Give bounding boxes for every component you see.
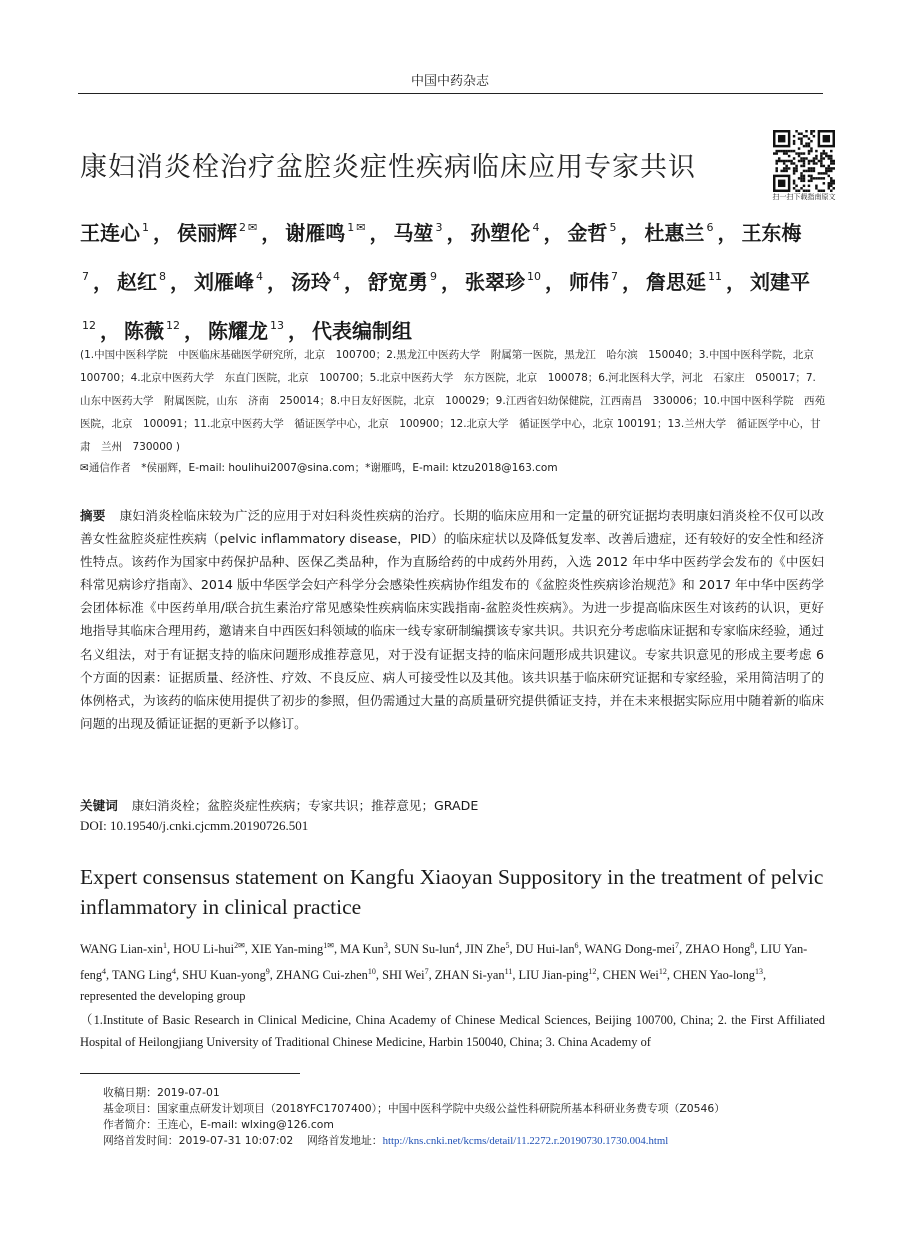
author-affiliation-number: 1 — [323, 941, 328, 950]
author-affiliation-number: 4 — [333, 270, 340, 283]
envelope-icon: ✉ — [356, 221, 366, 234]
author-bio: 作者简介：王连心，E-mail: wlxing@126.com — [103, 1118, 334, 1131]
author-affiliation-number: 2 — [234, 941, 239, 950]
author-affiliation-number: 3 — [383, 941, 388, 950]
author-cn: 刘建平 — [750, 270, 810, 294]
author-affiliation-number: 7 — [675, 941, 680, 950]
qr-code-icon[interactable] — [773, 130, 835, 192]
author-affiliation-number: 6 — [574, 941, 579, 950]
author-affiliation-number: 10 — [527, 270, 541, 283]
author-en: ZHAN Si-yan — [434, 967, 505, 982]
author-affiliation-number: 6 — [706, 221, 714, 234]
author-affiliation-number: 1 — [347, 221, 355, 234]
envelope-icon: ✉ — [248, 221, 258, 234]
author-affiliation-number: 12 — [166, 319, 180, 332]
author-en: CHEN Yao-long — [673, 967, 755, 982]
author-en: DU Hui-lan — [515, 942, 575, 956]
author-affiliation-number: 7 — [424, 966, 429, 976]
online-publication: 网络首发时间：2019-07-31 10:07:02 网络首发地址：http://kns.cnki.net/kcms/detail/11.2272.r.20190730.1730.004.html — [103, 1134, 669, 1147]
author-affiliation-number: 8 — [750, 941, 755, 950]
author-affiliation-number: 4 — [532, 221, 540, 234]
author-cn: 汤玲 — [291, 270, 331, 294]
author-cn: 陈薇 — [124, 319, 164, 343]
author-en: LIU Yan-feng — [80, 942, 808, 982]
received-date: 收稿日期：2019-07-01 — [103, 1086, 220, 1099]
author-list-chinese — [80, 206, 825, 353]
separator: ， — [717, 221, 738, 245]
footnotes — [103, 1085, 825, 1149]
author-cn: 孙塑伦 — [470, 221, 531, 245]
title-english: Expert consensus statement on Kangfu Xiaoyan Suppository in the treatment of pelvic inflammatory in clinical practice — [80, 865, 824, 919]
author-affiliation-number: 10 — [367, 966, 376, 976]
author-affiliation-number: 3 — [435, 221, 443, 234]
author-affiliation-number: 4 — [455, 941, 460, 950]
author-affiliation-number: 7 — [611, 270, 618, 283]
funding: 基金项目：国家重点研发计划项目（2018YFC1707400）；中国中医科学院中央级公益性科研院所基本科研业务费专项（Z0546） — [103, 1102, 726, 1115]
author-en: LIU Jian-ping — [518, 967, 589, 982]
author-affiliation-number: 9 — [265, 966, 270, 976]
separator: ， — [170, 270, 190, 294]
separator: ， — [267, 270, 287, 294]
author-affiliation-number: 2 — [239, 221, 246, 234]
author-en: TANG Ling — [112, 967, 172, 982]
journal-name: 中国中药杂志 — [410, 74, 489, 89]
keywords-text: 康妇消炎栓；盆腔炎症性疾病；专家共识；推荐意见；GRADE — [131, 798, 479, 813]
online-url-link[interactable]: http://kns.cnki.net/kcms/detail/11.2272.r.20190730.1730.004.html — [382, 1135, 669, 1147]
author-affiliation-number: 8 — [159, 270, 166, 283]
author-affiliation-number: 5 — [505, 941, 510, 950]
author-en: HOU Li-hui — [173, 942, 235, 956]
author-cn: 王东梅 — [741, 221, 802, 245]
author-en: JIN Zhe — [465, 942, 506, 956]
separator: ， — [153, 221, 173, 245]
author-cn: 张翠珍 — [465, 270, 525, 294]
envelope-icon: ✉ — [238, 941, 245, 950]
author-en: SHU Kuan-yong — [182, 967, 266, 982]
author-cn: 师伟 — [569, 270, 609, 294]
correspondence-text: 通信作者 *侯丽辉，E-mail: houlihui2007@sina.com；*谢雁鸣，E-mail: ktzu2018@163.com — [88, 462, 558, 474]
abstract-text: 康妇消炎栓临床较为广泛的应用于对妇科炎性疾病的治疗。长期的临床应用和一定量的研究证据均表明康妇消炎栓不仅可以改善女性盆腔炎症性疾病（pelvic inflammatory disease，PID）的临床症状以及降低复发率、改善后遗症，还有较好的安全性和经济性特点。该药作为国家中药保护品种、医保乙类品种，作为直肠给药的中成药外用药，入选 2012 年中华中医药学会发布的《中医妇科常见病诊疗指南》、2014 版中华医学会妇产科学分会感染性疾病协作组发布的《盆腔炎性疾病诊治规范》和 2017 年中华中医药学会团体标准《中医药单用/联合抗生素治疗常见感染性疾病临床实践指南-盆腔炎性疾病》。为进一步提高临床医生对该药的认识，更好地指导其临床合理用药，邀请来自中西医妇科领域的临床一线专家研制编撰该专家共识。共识充分考虑临床证据和专家临床经验，通过名义组法，对于有证据支持的临床问题形成推荐意见，对于没有证据支持的临床问题形成共识建议。专家共识意见的形成主要考虑 6 个方面的因素：证据质量、经济性、疗效、不良反应、病人可接受性以及其他。该共识基于临床研究证据和专家经验，采用简洁明了的体例格式，为该药的临床使用提供了初步的参照，但仍需通过大量的高质量研究提供循证支持，并在未来根据实际应用中随着新的临床问题的出现及循证证据的更新予以修订。 — [80, 508, 825, 731]
author-affiliation-number: 13 — [270, 319, 284, 332]
author-en: MA Kun — [340, 942, 384, 956]
abstract-chinese — [80, 504, 824, 735]
author-affiliation-number: 12 — [658, 966, 667, 976]
author-en: WANG Lian-xin — [80, 942, 163, 956]
author-en: WANG Dong-mei — [584, 942, 676, 956]
author-cn: 杜惠兰 — [644, 221, 705, 245]
keywords-label: 关键词 — [80, 798, 118, 813]
author-affiliation-number: 13 — [755, 966, 763, 976]
separator: ， — [344, 270, 364, 294]
author-list-english: WANG Lian-xin$^1$, HOU Li-hui$^{2✉}$, XIE Yan-ming$^{1✉}$, MA Kun$^3$, SUN Su-lun$^4$, JIN Zhe$^5$, DU Hui-lan$^6$, WANG Dong-mei$^7$, ZHAO Hong$^8$, LIU Yan-feng$^4$, TANG Ling$^4$, SHU Kuan-yong$^9$, ZHANG Cui-zhen$^{10}$, SHI Wei$^7$, ZHAN Si-yan$^{11}$, LIU Jian-ping$^{12}$, CHEN Wei$^{12}$, CHEN Yao-long$^{13}$, represented the developing group — [80, 941, 808, 1003]
separator: ， — [622, 270, 642, 294]
abstract-label: 摘要 — [80, 508, 106, 523]
separator: ， — [446, 221, 467, 245]
author-affiliation-number: 4 — [102, 966, 107, 976]
author-cn: 陈耀龙 — [208, 319, 268, 343]
author-en: SHI Wei — [382, 967, 425, 982]
author-affiliation-number: 7 — [82, 270, 89, 283]
author-en: ZHANG Cui-zhen — [275, 967, 368, 982]
author-affiliation-number: 11 — [504, 966, 513, 976]
author-affiliation-number: 12 — [588, 966, 597, 976]
author-cn: 侯丽辉 — [177, 221, 237, 245]
envelope-icon: ✉ — [327, 941, 334, 950]
author-cn: 詹思延 — [646, 270, 706, 294]
affiliations-english: （1.Institute of Basic Research in Clinical Medicine, China Academy of Chinese Medical Sciences, Beijing 100700, China; 2. the First Affiliated Hospital of Heilongjiang University of Traditional Chinese Medicine, Harbin 150040, China; 3. China Academy of — [80, 1013, 825, 1049]
author-affiliation-number: 12 — [82, 319, 96, 332]
author-en: XIE Yan-ming — [250, 942, 324, 956]
separator: ， — [369, 221, 390, 245]
author-cn: 刘雁峰 — [194, 270, 254, 294]
author-affiliation-number: 5 — [609, 221, 617, 234]
author-cn: 王连心 — [80, 221, 140, 245]
author-affiliation-number: 11 — [708, 270, 722, 283]
author-en: CHEN Wei — [602, 967, 659, 982]
separator: ， — [545, 270, 565, 294]
author-cn: 马堃 — [393, 221, 434, 245]
header-rule — [78, 93, 823, 94]
separator: ， — [441, 270, 461, 294]
separator: ， — [726, 270, 746, 294]
author-cn: 谢雁鸣 — [285, 221, 346, 245]
author-affiliation-number: 1 — [142, 221, 149, 234]
group-note: represented the developing group — [80, 989, 246, 1003]
keywords-chinese — [80, 796, 825, 816]
author-cn: 金哲 — [567, 221, 608, 245]
doi[interactable]: DOI: 10.19540/j.cnki.cjcmm.20190726.501 — [80, 818, 309, 833]
separator: ， — [184, 319, 204, 343]
correspondence-chinese — [80, 458, 825, 478]
author-affiliation-number: 9 — [430, 270, 437, 283]
separator: ， — [261, 221, 282, 245]
footnote-rule — [80, 1073, 300, 1074]
author-en: ZHAO Hong — [685, 942, 751, 956]
envelope-icon: ✉ — [80, 462, 89, 474]
author-affiliation-number: 4 — [171, 966, 176, 976]
author-affiliation-number: 4 — [256, 270, 263, 283]
qr-caption: 扫一扫下载指南原文 — [772, 193, 836, 201]
separator: ， — [620, 221, 641, 245]
author-cn: 代表编制组 — [312, 319, 412, 343]
author-en: SUN Su-lun — [394, 942, 456, 956]
author-cn: 赵红 — [117, 270, 157, 294]
separator: ， — [93, 270, 113, 294]
affiliations-chinese: (1.中国中医科学院 中医临床基础医学研究所，北京 100700；2.黑龙江中医药大学 附属第一医院，黑龙江 哈尔滨 150040；3.中国中医科学院，北京 100700；4.北京中医药大学 东直门医院，北京 100700；5.北京中医药大学 东方医院，北京 100078；6.河北医科大学，河北 石家庄 050017；7.山东中医药大学 附属医院，山东 济南 250014；8.中日友好医院，北京 100029；9.江西省妇幼保健院，江西南昌 330006；10.中国中医科学院 西苑医院，北京 100091；11.北京中医药大学 循证医学中心，北京 100900；12.北京大学 循证医学中心，北京 100191；13.兰州大学 循证医学中心，甘肃 兰州 730000 ) — [80, 349, 825, 453]
author-affiliation-number: 1 — [162, 941, 167, 950]
separator: ， — [100, 319, 120, 343]
separator: ， — [288, 319, 308, 343]
author-cn: 舒宽勇 — [368, 270, 428, 294]
title-chinese: 康妇消炎栓治疗盆腔炎症性疾病临床应用专家共识 — [80, 152, 696, 183]
separator: ， — [543, 221, 564, 245]
